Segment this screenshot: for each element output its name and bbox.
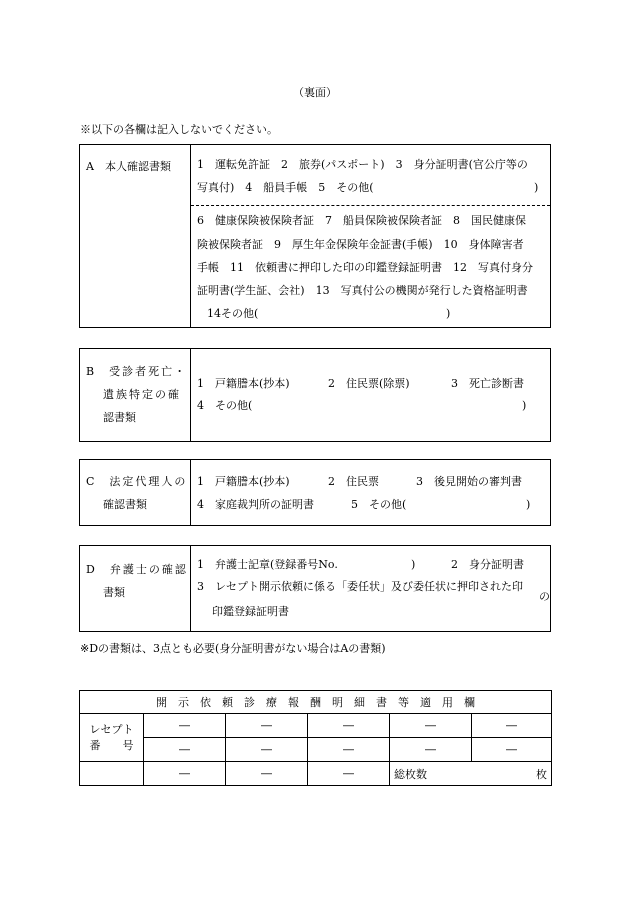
section-a-line: 険被保険者証 9 厚生年金保険年金証書(手帳) 10 身体障害者 (197, 238, 524, 251)
receipt-number-cell[interactable]: ― (226, 738, 308, 762)
section-c-item: 5 その他( (351, 498, 407, 511)
section-b-label: B 受診者死亡・ (86, 365, 188, 378)
section-b-item: 3 死亡診断書 (451, 377, 524, 390)
section-c-item: 2 住民票 (328, 475, 379, 488)
section-d-item: 2 身分証明書 (451, 558, 524, 571)
section-d-label: 書類 (103, 586, 125, 599)
section-d-label: D 弁護士の確認 (86, 563, 188, 576)
total-sheets-cell[interactable] (390, 762, 552, 786)
receipt-number-cell[interactable]: ― (144, 714, 226, 738)
section-c-label-cell (80, 460, 191, 525)
total-sheets-unit: 枚 (536, 767, 548, 781)
section-b-item: 2 住民票(除票) (328, 377, 410, 390)
receipt-number-cell[interactable]: ― (390, 714, 472, 738)
receipt-number-cell (80, 762, 144, 786)
section-d-content (191, 546, 550, 631)
section-a-identity-documents (79, 144, 551, 328)
section-d-item: 3 レセプト開示依頼に係る「委任状」及び委任状に押印された印 (197, 580, 523, 593)
section-a-label: A 本人確認書類 (86, 160, 171, 173)
receipt-number-cell[interactable]: ― (144, 762, 226, 786)
section-b-item: 4 その他( (197, 399, 253, 412)
section-b-item: 1 戸籍謄本(抄本) (197, 377, 290, 390)
section-c-legal-representative-documents (79, 459, 551, 526)
section-a-line: 手帳 11 依頼書に押印した印の印鑑登録証明書 12 写真付身分 (197, 261, 533, 274)
section-b-deceased-documents (79, 348, 551, 442)
section-a-line: ) (446, 307, 451, 320)
section-c-content (191, 460, 550, 525)
section-a-line: 6 健康保険被保険者証 7 船員保険被保険者証 8 国民健康保 (197, 214, 526, 227)
section-c-item: 1 戸籍謄本(抄本) (197, 475, 290, 488)
section-d-item: 1 弁護士記章(登録番号No. (197, 558, 338, 571)
section-b-label: 遺族特定の確 (103, 388, 181, 401)
section-d-lawyer-documents (79, 545, 551, 632)
receipt-number-cell[interactable]: ― (390, 738, 472, 762)
section-c-label: C 法定代理人の (86, 475, 188, 488)
receipt-table-header: 開 示 依 頼 診 療 報 酬 明 細 書 等 適 用 欄 (80, 691, 552, 714)
section-b-content (191, 349, 550, 441)
section-d-item: 印鑑登録証明書 (212, 605, 289, 618)
receipt-number-label (80, 714, 144, 762)
instruction-note: ※以下の各欄は記入しないでください。 (80, 123, 278, 136)
receipt-number-cell[interactable]: ― (226, 714, 308, 738)
section-d-item: ) (411, 558, 416, 571)
section-a-line: 14その他( (207, 307, 259, 320)
section-a-line: 1 運転免許証 2 旅券(パスポート) 3 身分証明書(官公庁等の (197, 158, 528, 171)
section-c-item: ) (526, 498, 531, 511)
section-a-label-cell (80, 145, 191, 327)
section-d-item: の (539, 590, 550, 603)
receipt-number-cell[interactable]: ― (308, 738, 390, 762)
receipt-number-cell[interactable]: ― (472, 714, 552, 738)
section-c-item: 4 家庭裁判所の証明書 (197, 498, 314, 511)
section-a-line: ) (534, 181, 539, 194)
receipt-number-label-line: 番 号 (89, 738, 134, 752)
section-d-label-cell (80, 546, 191, 631)
section-a-content (191, 145, 550, 327)
section-a-line: 証明書(学生証、会社) 13 写真付公の機関が発行した資格証明書 (197, 284, 528, 297)
receipt-number-cell[interactable]: ― (308, 762, 390, 786)
receipt-number-cell[interactable]: ― (472, 738, 552, 762)
total-sheets-label: 総枚数 (394, 767, 427, 781)
dashed-divider (191, 205, 550, 206)
receipt-number-cell[interactable]: ― (308, 714, 390, 738)
section-b-label: 認書類 (103, 411, 136, 424)
receipt-number-label-line: レセプト (89, 722, 134, 736)
page-title: （裏面） (293, 86, 337, 99)
receipt-number-cell[interactable]: ― (144, 738, 226, 762)
section-c-item: 3 後見開始の審判書 (416, 475, 522, 488)
section-a-line: 写真付) 4 船員手帳 5 その他( (197, 181, 374, 194)
section-c-label: 確認書類 (103, 498, 147, 511)
section-b-label-cell (80, 349, 191, 441)
section-b-item: ) (522, 399, 527, 412)
section-d-note: ※Dの書類は、3点とも必要(身分証明書がない場合はAの書類) (80, 642, 386, 655)
receipt-number-cell[interactable]: ― (226, 762, 308, 786)
receipt-table (79, 690, 552, 786)
